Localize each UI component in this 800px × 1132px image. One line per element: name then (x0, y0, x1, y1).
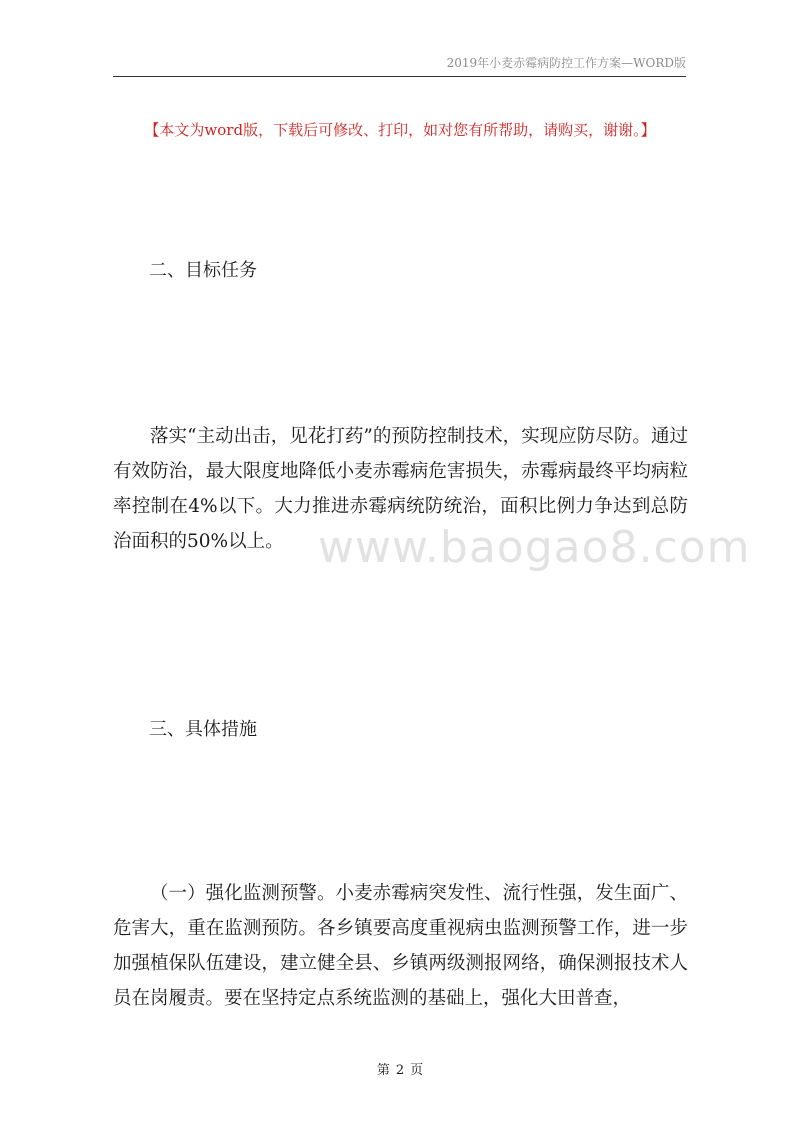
page-header (113, 50, 686, 77)
goals-paragraph: 落实“主动出击，见花打药”的预防控制技术，实现应防尽防。通过有效防治，最大限度地降低小麦赤霉病危害损失，赤霉病最终平均病粒率控制在4%以下。大力推进赤霉病统防统治，面积比例力争达到总防治面积的50%以上。 (113, 426, 688, 552)
page-suffix: 页 (410, 1063, 424, 1078)
watermark: www.baogao8.com (318, 522, 751, 573)
page-number: 2 (395, 1063, 405, 1078)
purchase-notice: 【本文为word版，下载后可修改、打印，如对您有所帮助，请购买，谢谢。】 (144, 121, 656, 139)
measures-paragraph: （一）强化监测预警。小麦赤霉病突发性、流行性强，发生面广、危害大，重在监测预防。各乡镇要高度重视病虫监测预警工作，进一步加强植保队伍建设，建立健全县、乡镇两级测报网络，确保测报技术人员在岗履责。要在坚持定点系统监测的基础上，强化大田普查， (113, 883, 688, 1009)
page-prefix: 第 (376, 1063, 390, 1078)
running-title: 2019年小麦赤霉病防控工作方案—WORD版 (446, 56, 686, 70)
section-heading-measures: 三、具体措施 (149, 719, 257, 740)
page-footer (0, 1059, 800, 1078)
section-heading-goals: 二、目标任务 (149, 260, 257, 281)
